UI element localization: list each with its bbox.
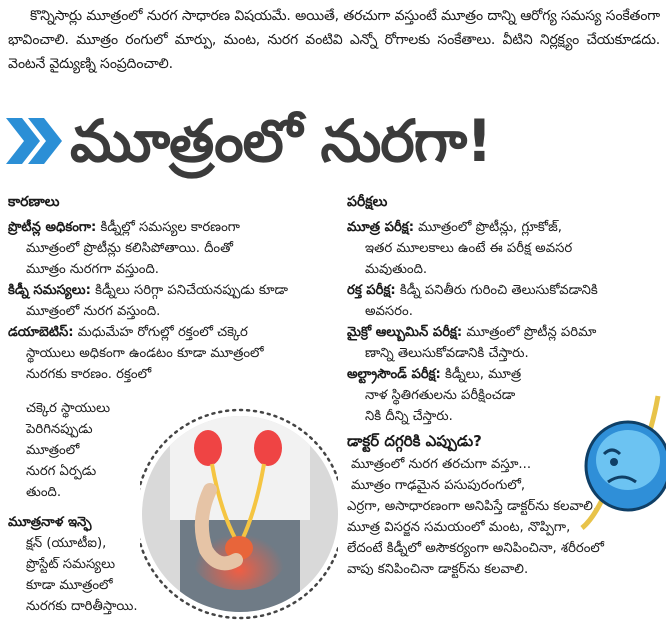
cause-cont: మూత్రంలో xyxy=(26,443,80,458)
cause-cont: కూడా మూత్రంలో xyxy=(26,578,113,593)
doctor-line: లేదంటే కిడ్నీలో అసౌకర్యంగా అనిపించినా, శరీరంలో xyxy=(347,541,604,556)
cause-cont: మూత్రంలో ప్రొటీన్లు కలిసిపోతాయి. దీంతో xyxy=(26,241,233,256)
cause-cont: మూత్రంలో నురగ వస్తుంది. xyxy=(26,304,161,319)
doctor-line: మూత్రంలో నురగ తరచుగా వస్తూ... xyxy=(351,457,532,472)
bladder-cartoon-illustration xyxy=(560,390,666,530)
test-term: మైక్రో ఆల్బుమిన్ పరీక్ష: xyxy=(347,325,463,340)
cause-term: మూత్రనాళ ఇన్ఫె xyxy=(8,515,92,530)
test-item xyxy=(347,280,662,322)
intro-paragraph: కొన్నిసార్లు మూత్రంలో నురగ సాధారణ విషయమే. అయితే, తరచుగా వస్తుంటే మూత్రం దాన్ని ఆరోగ్య సమస్య సంకేతంగా భావించాలి. మూత్రం రంగులో మార్పు, మంట, నురగ వంటివి ఎన్నో రోగాలకు సంకేతాలు. వీటిని నిర్లక్ష్యం చేయకూడదు. వెంటనే వైద్యుణ్ని సంప్రదించాలి. xyxy=(8,8,660,72)
test-term: మూత్ర పరీక్ష: xyxy=(347,220,414,235)
doctor-line: మూత్ర విసర్జన సమయంలో మంట, నొప్పిగా, xyxy=(347,520,571,535)
cause-cont: చక్కెర స్థాయులు xyxy=(26,401,111,416)
cause-cont: తుంది. xyxy=(26,485,62,500)
cause-term: కిడ్నీ సమస్యలు: xyxy=(8,283,91,298)
cause-cont: పెరిగినప్పుడు xyxy=(26,422,93,437)
test-item xyxy=(347,322,662,364)
kidney-illustration xyxy=(140,400,338,626)
test-term: అల్ట్రాసౌండ్ పరీక్ష: xyxy=(347,367,441,382)
test-text: కిడ్నీలు, మూత్ర xyxy=(440,367,522,382)
test-text: మూత్రంలో ప్రొటీన్ల పరిమా xyxy=(462,325,597,340)
doctor-line: వాపు కనిపించినా డాక్టర్‌ను కలవాలి. xyxy=(347,562,529,577)
doctor-heading: డాక్టర్ దగ్గరికి ఎప్పుడు? xyxy=(347,432,482,450)
cause-cont: నురగ ఏర్పడు xyxy=(26,464,97,479)
cause-item xyxy=(8,217,338,280)
page-title: మూత్రంలో నురగా! xyxy=(70,107,492,175)
test-cont: ణాన్ని తెలుసుకోవడానికి చేస్తారు. xyxy=(365,346,529,361)
cause-text: మధుమేహ రోగుల్లో రక్తంలో చక్కెర xyxy=(73,325,248,340)
cause-narrow-continuation xyxy=(8,398,148,503)
test-term: రక్త పరీక్ష: xyxy=(347,283,396,298)
cause-item xyxy=(8,322,338,385)
cause-term: ప్రొటీన్ల అధికంగా: xyxy=(8,220,97,235)
test-text: మూత్రంలో ప్రొటీన్లు, గ్లూకోజ్, xyxy=(413,220,562,235)
double-chevron-icon xyxy=(4,118,64,164)
causes-heading: కారణాలు xyxy=(8,194,60,210)
cause-text: కిడ్నీలు సరిగ్గా పనిచేయనప్పుడు కూడా xyxy=(90,283,288,298)
test-cont: మవుతుంది. xyxy=(365,262,428,277)
headline xyxy=(0,100,666,182)
tests-heading: పరీక్షలు xyxy=(347,194,388,210)
uti-item xyxy=(8,512,148,617)
causes-section xyxy=(8,192,338,385)
test-cont: ఇతర మూలకాలు ఉంటే ఈ పరీక్ష అవసర xyxy=(365,241,573,256)
test-cont: అవసరం. xyxy=(365,304,413,319)
cause-cont: క్షన్ (యూటీఐ), xyxy=(26,536,107,551)
doctor-line: మూత్రం గాఢమైన పసుపురంగులో, xyxy=(351,478,526,493)
cause-item xyxy=(8,280,338,322)
test-cont: నాళ స్థితిగతులను పరీక్షించడా xyxy=(365,388,516,403)
cause-cont: ప్రొస్టేట్ సమస్యలు xyxy=(26,557,116,572)
cause-text: కిడ్నీల్లో సమస్యల కారణంగా xyxy=(96,220,240,235)
test-cont: నికి దీన్ని చేస్తారు. xyxy=(365,409,453,424)
test-text: కిడ్నీ పనితీరు గురించి తెలుసుకోవడానికి xyxy=(395,283,598,298)
cause-term: డయాబెటిస్: xyxy=(8,325,74,340)
cause-cont: నురగకు కారణం. రక్తంలో xyxy=(26,367,152,382)
cause-cont: స్థాయులు అధికంగా ఉండటం కూడా మూత్రంలో xyxy=(26,346,264,361)
test-item xyxy=(347,217,662,280)
doctor-line: ఎర్రగా, అసాధారణంగా అనిపిస్తే డాక్టర్‌ను కలవాలి. xyxy=(347,499,598,514)
cause-cont: నురగకు దారితీస్తాయి. xyxy=(26,599,138,614)
cause-cont: మూత్రం నురగగా వస్తుంది. xyxy=(26,262,159,277)
